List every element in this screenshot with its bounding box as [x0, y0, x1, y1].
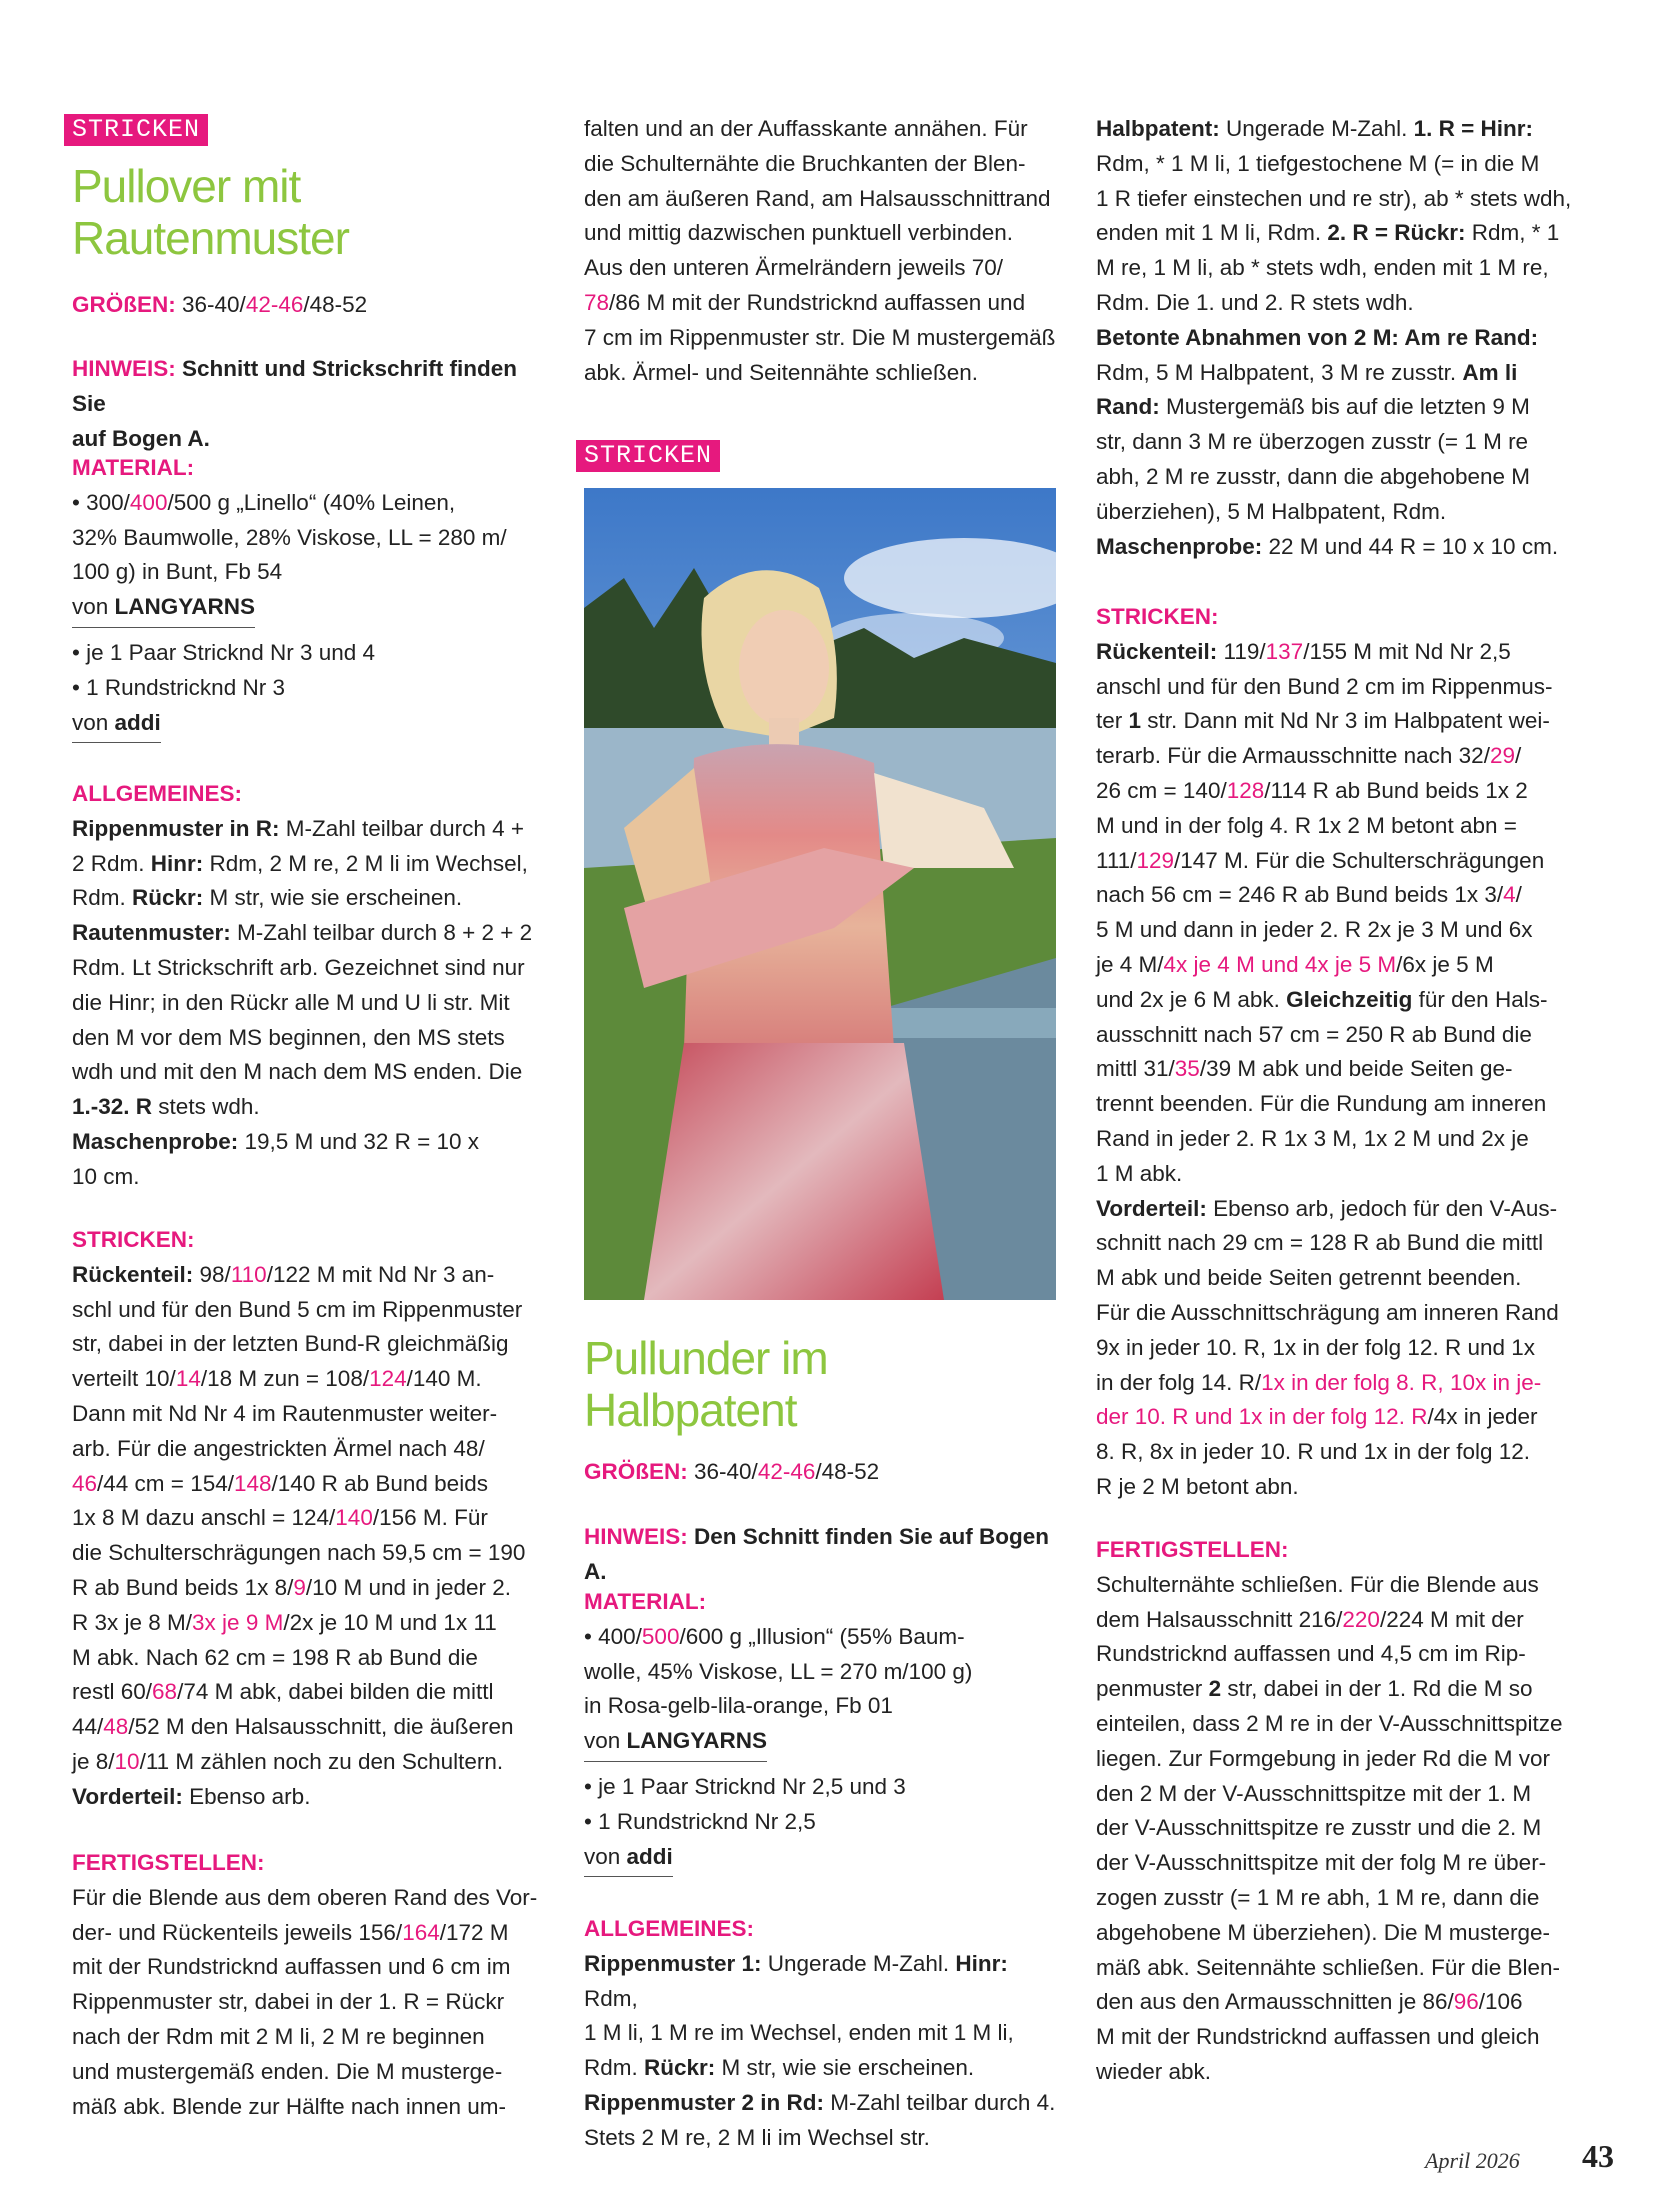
section-tag: STRICKEN: [64, 114, 208, 146]
photo-illustration: [584, 488, 1056, 1300]
fertigstellen: FERTIGSTELLEN: Für die Blende aus dem oberen Rand des Vor- der- und Rückenteils jeweils 156/164/172 M mit der Rundstricknd auffassen und 6 cm im Rippenmuster str, dabei in der 1. R = Rückr nach der Rdm mit 2 M li, 2 M re beginnen und mustergemäß enden. Die M musterge- mäß abk. Blende zur Hälfte nach innen um-: [72, 1850, 538, 2119]
sizes: GRÖßEN: 36-40/42-46/48-52: [72, 292, 368, 317]
material: MATERIAL: • 400/500/600 g „Illusion“ (55% Baum- wolle, 45% Viskose, LL = 270 m/100 g) in Rosa-gelb-lila-orange, Fb 01 von LANGYARNS • je 1 Paar Stricknd Nr 2,5 und 3 • 1 Rundstricknd Nr 2,5 von addi: [584, 1585, 1060, 1877]
issue-date: April 2026: [1425, 2148, 1520, 2173]
sizes: GRÖßEN: 36-40/42-46/48-52: [584, 1459, 880, 1484]
halbpatent: Halbpatent: Ungerade M-Zahl. 1. R = Hinr: Rdm, * 1 M li, 1 tiefgestochene M (= in die M 1 R tiefer einstechen und re str), ab * stets wdh, enden mit 1 M li, Rdm. 2. R = Rückr: Rdm, * 1 M re, 1 M li, ab * stets wdh, enden mit 1 M re, Rdm. Die 1. und 2. R stets wdh. Betonte Abnahmen von 2 M: Am re Rand: Rdm, 5 M Halbpatent, 3 M re zusstr. Am li Rand: Mustergemäß bis auf die letzten 9 M str, dann 3 M re überzogen zusstr (= 1 M re abh, 2 M re zusstr, dann die abgehobene M überziehen), 5 M Halbpatent, Rdm. Maschenprobe: 22 M und 44 R = 10 x 10 cm.: [1096, 116, 1572, 559]
allgemeines: ALLGEMEINES: Rippenmuster 1: Ungerade M-Zahl. Hinr: Rdm, 1 M li, 1 M re im Wechsel, enden mit 1 M li, Rdm. Rückr: M str, wie sie erscheinen. Rippenmuster 2 in Rd: M-Zahl teilbar durch 4. Stets 2 M re, 2 M li im Wechsel str.: [584, 1916, 1056, 2150]
brand-link: von LANGYARNS: [584, 1724, 767, 1762]
hinweis: HINWEIS: Schnitt und Strickschrift finden Sie auf Bogen A.: [72, 356, 518, 451]
fertigstellen: FERTIGSTELLEN: Schulternähte schließen. Für die Blende aus dem Halsausschnitt 216/220/224 M mit der Rundstricknd auffassen und 4,5 cm im Rip- penmuster 2 str, dabei in der 1. Rd die M so einteilen, dass 2 M re in der V-Ausschnittspitze liegen. Zur Formgebung in jeder Rd die M vor den 2 M der V-Ausschnittspitze mit der 1. M der V-Ausschnittspitze re zusstr und die 2. M der V-Ausschnittspitze mit der folg M re über- zogen zusstr (= 1 M re abh, 1 M re, dann die abgehobene M überziehen). Die M musterge- mäß abk. Seitennähte schließen. Für die Blen- den aus den Armausschnitten je 86/96/106 M mit der Rundstricknd auffassen und gleich wieder abk.: [1096, 1537, 1563, 2084]
material: MATERIAL: • 300/400/500 g „Linello“ (40% Leinen, 32% Baumwolle, 28% Viskose, LL = 280 m/ 100 g) in Bunt, Fb 54 von LANGYARNS • je 1 Paar Stricknd Nr 3 und 4 • 1 Rundstricknd Nr 3 von addi: [72, 451, 550, 743]
brand-link: von addi: [584, 1840, 673, 1878]
section-tag: STRICKEN: [576, 440, 720, 472]
stricken: STRICKEN: Rückenteil: 119/137/155 M mit Nd Nr 2,5 anschl und für den Bund 2 cm im Rippenmus- ter 1 str. Dann mit Nd Nr 3 im Halbpatent wei- terarb. Für die Armausschnitte nach 32/29/ 26 cm = 140/128/114 R ab Bund beids 1x 2 M und in der folg 4. R 1x 2 M betont abn = 111/129/147 M. Für die Schulterschrägungen nach 56 cm = 246 R ab Bund beids 1x 3/4/ 5 M und dann in jeder 2. R 2x je 3 M und 6x je 4 M/4x je 4 M und 4x je 5 M/6x je 5 M und 2x je 6 M abk. Gleichzeitig für den Hals- ausschnitt nach 57 cm = 250 R ab Bund die mittl 31/35/39 M abk und beide Seiten ge- trennt beenden. Für die Rundung am inneren Rand in jeder 2. R 1x 3 M, 1x 2 M und 2x je 1 M abk. Vorderteil: Ebenso arb, jedoch für den V-Aus- schnitt nach 29 cm = 128 R ab Bund die mittl M abk und beide Seiten getrennt beenden. Für die Ausschnittschrägung am inneren Rand 9x in jeder 10. R, 1x in der folg 12. R und 1x in der folg 14. R/1x in der folg 8. R, 10x in je- der 10. R und 1x in der folg 12. R/4x in jeder 8. R, 8x in jeder 10. R und 1x in der folg 12. R je 2 M betont abn.: [1096, 604, 1559, 1499]
brand-link: von LANGYARNS: [72, 590, 255, 628]
brand-link: von addi: [72, 706, 161, 744]
model-photo: [584, 488, 1056, 1300]
pattern-title: Pullunder im Halbpatent: [584, 1332, 828, 1436]
continued-text: falten und an der Auffasskante annähen. Für die Schulternähte die Bruchkanten der Blen- den am äußeren Rand, am Halsausschnittrand und mittig dazwischen punktuell verbinden. Aus den unteren Ärmelrändern jeweils 70/ 78/86 M mit der Rundstricknd auffassen und 7 cm im Rippenmuster str. Die M mustergemäß abk. Ärmel- und Seitennähte schließen.: [584, 116, 1056, 385]
pattern-title: Pullover mit Rautenmuster: [72, 160, 349, 264]
allgemeines: ALLGEMEINES: Rippenmuster in R: M-Zahl teilbar durch 4 + 2 Rdm. Hinr: Rdm, 2 M re, 2 M li im Wechsel, Rdm. Rückr: M str, wie sie erscheinen. Rautenmuster: M-Zahl teilbar durch 8 + 2 + 2 Rdm. Lt Strickschrift arb. Gezeichnet sind nur die Hinr; in den Rückr alle M und U li str. Mit den M vor dem MS beginnen, den MS stets wdh und mit den M nach dem MS enden. Die 1.-32. R stets wdh. Maschenprobe: 19,5 M und 32 R = 10 x 10 cm.: [72, 781, 533, 1189]
page-number: 43: [1582, 2138, 1614, 2174]
stricken: STRICKEN: Rückenteil: 98/110/122 M mit Nd Nr 3 an- schl und für den Bund 5 cm im Rippenmuster str, dabei in der letzten Bund-R gleichmäßig verteilt 10/14/18 M zun = 108/124/140 M. Dann mit Nd Nr 4 im Rautenmuster weiter- arb. Für die angestrickten Ärmel nach 48/ 46/44 cm = 154/148/140 R ab Bund beids 1x 8 M dazu anschl = 124/140/156 M. Für die Schulterschrägungen nach 59,5 cm = 190 R ab Bund beids 1x 8/9/10 M und in jeder 2. R 3x je 8 M/3x je 9 M/2x je 10 M und 1x 11 M abk. Nach 62 cm = 198 R ab Bund die restl 60/68/74 M abk, dabei bilden die mittl 44/48/52 M den Halsausschnitt, die äußeren je 8/10/11 M zählen noch zu den Schultern. Vorderteil: Ebenso arb.: [72, 1227, 526, 1809]
hinweis: HINWEIS: Den Schnitt finden Sie auf Bogen A.: [584, 1524, 1050, 1584]
